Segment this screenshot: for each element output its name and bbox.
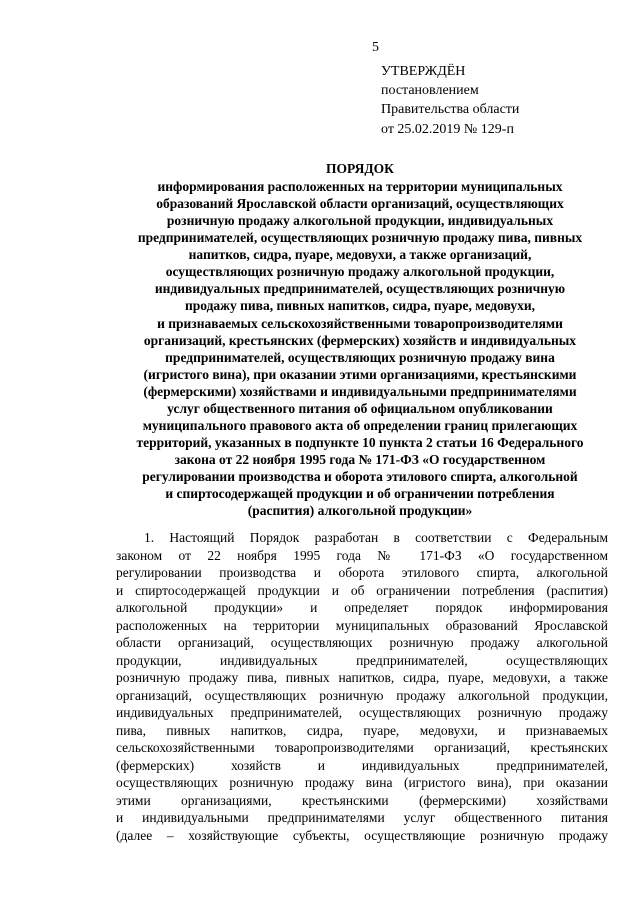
body-line: осуществляющих розничную продажу вина (игристого вина), при оказании — [116, 775, 608, 790]
title-heading: ПОРЯДОК — [326, 161, 394, 176]
body-line: (далее – хозяйствующие субъекты, осуществляющие розничную продажу — [116, 827, 608, 843]
body-line: продукции, индивидуальных предпринимателей, осуществляющих — [116, 652, 608, 668]
body-line: (фермерских) хозяйств и индивидуальных предпринимателей, — [116, 757, 608, 773]
body-line: индивидуальных предпринимателей, осуществляющих розничную продажу — [116, 705, 608, 720]
title-line: (фермерскими) хозяйствами и индивидуальными предпринимателями — [143, 383, 577, 399]
title-line: услуг общественного питания об официальном опубликовании — [167, 400, 553, 416]
title-line: организаций, крестьянских (фермерских) хозяйств и индивидуальных — [143, 332, 577, 348]
title-line: предпринимателей, осуществляющих розничную продажу пива, пивных — [137, 230, 583, 246]
body-line: сельскохозяйственными товаропроизводителями организаций, крестьянских — [116, 740, 608, 755]
body-line: области организаций, осуществляющих розничную продажу алкогольной — [116, 635, 608, 650]
title-line: информирования расположенных на территории муниципальных — [157, 179, 563, 194]
title-line: предпринимателей, осуществляющих розничную продажу вина — [165, 349, 555, 365]
body-line: и спиртосодержащей продукции и об ограничении потребления (распития) — [116, 582, 608, 598]
body-line: пива, пивных напитков, сидра, пуаре, медовухи, и признаваемых — [116, 722, 608, 738]
approval-date-number: от 25.02.2019 № 129-п — [381, 121, 514, 137]
title-line: (распития) алкогольной продукции» — [247, 503, 473, 519]
title-line: регулировании производства и оборота этилового спирта, алкогольной — [142, 469, 578, 485]
body-line: 1. Настоящий Порядок разработан в соответствии с Федеральным — [144, 530, 608, 545]
title-line: продажу пива, пивных напитков, сидра, пуаре, медовухи, — [184, 298, 536, 314]
title-line: закона от 22 ноября 1995 года № 171-ФЗ «О государственном — [174, 452, 546, 467]
body-line: регулировании производства и оборота этилового спирта, алкогольной — [116, 565, 608, 580]
title-line: (игристого вина), при оказании этими организациями, крестьянскими — [143, 366, 577, 382]
body-paragraph — [116, 529, 608, 844]
title-line: индивидуальных предпринимателей, осуществляющих розничную — [154, 281, 566, 297]
approval-authority: Правительства области — [381, 102, 520, 118]
body-line: и индивидуальными предпринимателями услуг общественного питания — [116, 810, 608, 825]
document-title — [100, 160, 620, 519]
page-number: 5 — [372, 40, 379, 55]
title-line: образований Ярославской области организаций, осуществляющих — [156, 196, 564, 212]
body-line: расположенных на территории муниципальных образований Ярославской — [116, 617, 608, 633]
approval-act-type: постановлением — [381, 83, 479, 99]
title-line: и спиртосодержащей продукции и об ограничении потребления — [165, 486, 555, 502]
title-line: осуществляющих розничную продажу алкогольной продукции, — [165, 264, 555, 280]
body-line: законом от 22 ноября 1995 года № 171-ФЗ «О государственном — [116, 547, 608, 563]
approval-stamp — [381, 62, 519, 139]
title-line: и признаваемых сельскохозяйственными товаропроизводителями — [157, 315, 563, 331]
title-line: напитков, сидра, пуаре, медовухи, а также организаций, — [188, 247, 532, 263]
body-line: этими организациями, крестьянскими (фермерскими) хозяйствами — [116, 792, 608, 808]
body-line: организаций, осуществляющих розничную продажу алкогольной продукции, — [116, 687, 608, 703]
body-line: алкогольной продукции» и определяет порядок информирования — [116, 600, 608, 615]
title-line: розничную продажу алкогольной продукции, индивидуальных — [166, 213, 554, 229]
approval-status: УТВЕРЖДЁН — [381, 64, 466, 79]
title-line: территорий, указанных в подпункте 10 пункта 2 статьи 16 Федерального — [136, 434, 584, 450]
title-line: муниципального правового акта об определении границ прилегающих — [142, 417, 578, 433]
body-line: розничную продажу пива, пивных напитков, сидра, пуаре, медовухи, а также — [116, 670, 608, 685]
